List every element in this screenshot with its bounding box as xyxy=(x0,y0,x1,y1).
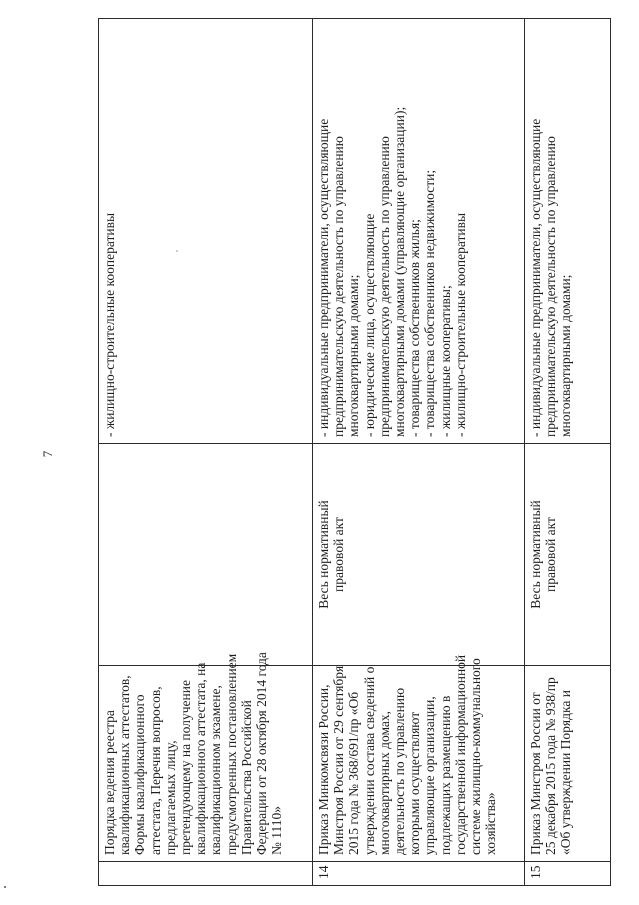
text-line: многоквартирными домами; xyxy=(346,274,362,437)
text-line: - индивидуальные предприниматели, осуществляющие xyxy=(528,118,543,437)
text-line: - юридические лица, осуществляющие xyxy=(361,213,377,437)
text-line: - товарищества собственников недвижимости; xyxy=(422,169,438,437)
text-line: Весь нормативный xyxy=(316,500,331,609)
text-line: Порядка ведения реестра xyxy=(102,710,117,855)
text-line: предпринимательскую деятельность по управлению xyxy=(376,136,392,437)
scope-cell xyxy=(525,444,611,666)
subjects-cell xyxy=(525,19,611,444)
text-line: квалификационном экзамене, xyxy=(208,685,224,855)
table-row xyxy=(313,19,525,886)
regulations-table xyxy=(98,18,611,886)
row-number-cell: 14 xyxy=(313,862,525,886)
text-line: 25 декабря 2015 года № 938/пр xyxy=(543,677,559,855)
text-line: деятельность по управлению xyxy=(392,687,408,855)
scope-cell xyxy=(99,444,313,666)
text-line: многоквартирными домами; xyxy=(558,274,574,437)
table-row xyxy=(525,19,611,886)
text-line: Формы квалификационного xyxy=(132,694,148,855)
text-line: правовой акт xyxy=(331,517,347,592)
text-line: Федерации от 28 октября 2014 года xyxy=(254,652,270,855)
text-line: государственной информационной xyxy=(452,654,468,855)
text-line: многоквартирными домами (управляющие организации); xyxy=(392,106,408,437)
text-line: предлагаемых лицу, xyxy=(162,740,178,855)
text-line: хозяйства» xyxy=(483,792,499,855)
row-number-cell xyxy=(99,862,313,886)
text-line: - жилищные кооперативы; xyxy=(437,285,453,437)
text-line: 2015 года № 368/691/пр «Об xyxy=(346,691,362,855)
text-line: системе жилищно-коммунального xyxy=(468,658,484,855)
scan-speck xyxy=(4,886,6,888)
text-line: аттестата, Перечня вопросов, xyxy=(147,686,163,855)
rotated-table-container xyxy=(98,19,613,886)
text-line: Весь нормативный xyxy=(528,500,543,609)
text-line: утверждении состава сведений о xyxy=(361,666,377,855)
act-name-cell xyxy=(525,666,611,862)
text-line: - индивидуальные предприниматели, осуществляющие xyxy=(316,118,331,437)
text-line: квалификационных аттестатов, xyxy=(117,675,133,855)
page-number: 7 xyxy=(40,450,55,458)
text-line: подлежащих размещению в xyxy=(437,695,453,855)
text-line: Правительства Российской xyxy=(238,700,254,855)
act-name-cell xyxy=(99,652,313,862)
text-line: предпринимательскую деятельность по управлению xyxy=(543,136,559,437)
text-line: правовой акт xyxy=(543,517,559,592)
text-line: квалификационного аттестата, на xyxy=(193,662,209,855)
table-row xyxy=(99,19,313,886)
subjects-cell xyxy=(99,19,313,444)
text-line: Минстроя России от 29 сентября xyxy=(331,665,347,855)
scan-speck xyxy=(176,250,178,252)
scope-cell xyxy=(313,444,525,666)
text-line: - жилищно-строительные кооперативы xyxy=(452,212,468,437)
row-number-cell: 15 xyxy=(525,862,611,886)
text-line: № 1110» xyxy=(269,805,285,855)
text-line: - жилищно-строительные кооперативы xyxy=(102,212,117,437)
text-line: Приказ Минстроя России от xyxy=(528,692,543,855)
text-line: претендующему на получение xyxy=(178,680,194,855)
text-line: «Об утверждении Порядка и xyxy=(558,690,574,855)
text-line: предусмотренных постановлением xyxy=(223,653,239,855)
text-line: предпринимательскую деятельность по управлению xyxy=(331,136,347,437)
text-line: многоквартирных домах, xyxy=(376,710,392,855)
text-line: управляющие организации, xyxy=(422,696,438,855)
act-name-cell xyxy=(313,654,525,862)
text-line: которыми осуществляют xyxy=(407,711,423,855)
text-line: Приказ Минкомсвязи России, xyxy=(316,684,331,855)
text-line: - товарищества собственников жилья; xyxy=(407,219,423,437)
subjects-cell xyxy=(313,19,525,444)
